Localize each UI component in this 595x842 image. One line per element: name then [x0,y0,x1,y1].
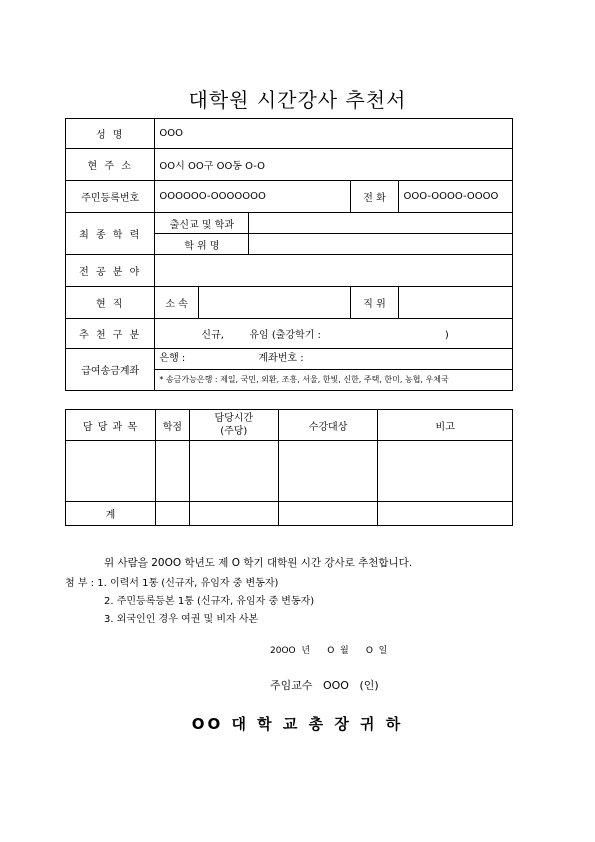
address-value[interactable]: OO시 OO구 OO동 O-O [155,149,513,181]
total-target-cell[interactable] [278,502,378,526]
job-label: 현 직 [66,287,155,319]
affiliation-label: 소 속 [155,287,198,319]
recommend-type-value[interactable]: 신규, 유임 (출강학기 : ) [155,319,513,349]
attachment-1: 첨 부 : 1. 이력서 1통 (신규자, 유임자 중 변동자) [65,578,279,589]
bank-account-cell [155,349,513,391]
remarks-cell[interactable] [378,441,513,502]
recommendation-statement: 위 사람을 20OO 학년도 제 O 학기 대학원 시간 강사로 추천합니다. [104,557,413,569]
edu-degree-label: 학 위 명 [155,234,249,255]
courses-table [65,409,513,526]
hours-header: 담당시간 (주당) [189,410,278,441]
attachment-2: 2. 주민등록등본 1통 (신규자, 유임자 중 변동자) [104,596,315,607]
total-label: 계 [66,502,156,526]
recommend-type-label: 추 천 구 분 [66,319,155,349]
bank-account-label: 급여송금계좌 [66,349,155,391]
major-value[interactable] [155,255,513,287]
attachment-3: 3. 외국인인 경우 여권 및 비자 사본 [104,614,259,625]
bank-account-value[interactable]: 은행 : 계좌번호 : [155,349,512,370]
edu-degree-value[interactable] [249,234,513,255]
total-remarks-cell[interactable] [378,502,513,526]
target-cell[interactable] [278,441,378,502]
address-label: 현 주 소 [66,149,155,181]
rrn-label: 주민등록번호 [66,181,155,213]
major-label: 전 공 분 야 [66,255,155,287]
position-value[interactable] [399,287,513,319]
total-credit-cell[interactable] [155,502,189,526]
bank-list-note: * 송금가능은행 : 제일, 국민, 외환, 조흥, 서울, 한빛, 신한, 주택, 한미, 농협, 우체국 [159,375,449,384]
signer-line: 주임교수 OOO (인) [270,679,379,692]
document-title: 대학원 시간강사 추천서 [188,88,407,112]
education-label: 최 종 학 력 [66,213,155,255]
edu-school-label: 출신교 및 학과 [155,213,249,234]
credit-header: 학점 [155,410,189,441]
rrn-value[interactable]: OOOOOO-OOOOOOO [155,181,350,213]
hours-cell[interactable] [189,441,278,502]
date-line: 20OO 년 O 월 O 일 [270,646,388,656]
position-label: 직 위 [350,287,399,319]
course-cell[interactable] [66,441,156,502]
course-header: 담 당 과 목 [66,410,156,441]
phone-value[interactable]: OOO-OOOO-OOOO [399,181,513,213]
name-value[interactable]: OOO [155,119,513,149]
applicant-info-table [65,118,513,391]
addressee-footer: OO 대 학 교 총 장 귀 하 [191,715,404,733]
credit-cell[interactable] [155,441,189,502]
target-header: 수강대상 [278,410,378,441]
total-hours-cell[interactable] [189,502,278,526]
remarks-header: 비고 [378,410,513,441]
phone-label: 전 화 [350,181,399,213]
name-label: 성 명 [66,119,155,149]
edu-school-value[interactable] [249,213,513,234]
affiliation-value[interactable] [198,287,350,319]
